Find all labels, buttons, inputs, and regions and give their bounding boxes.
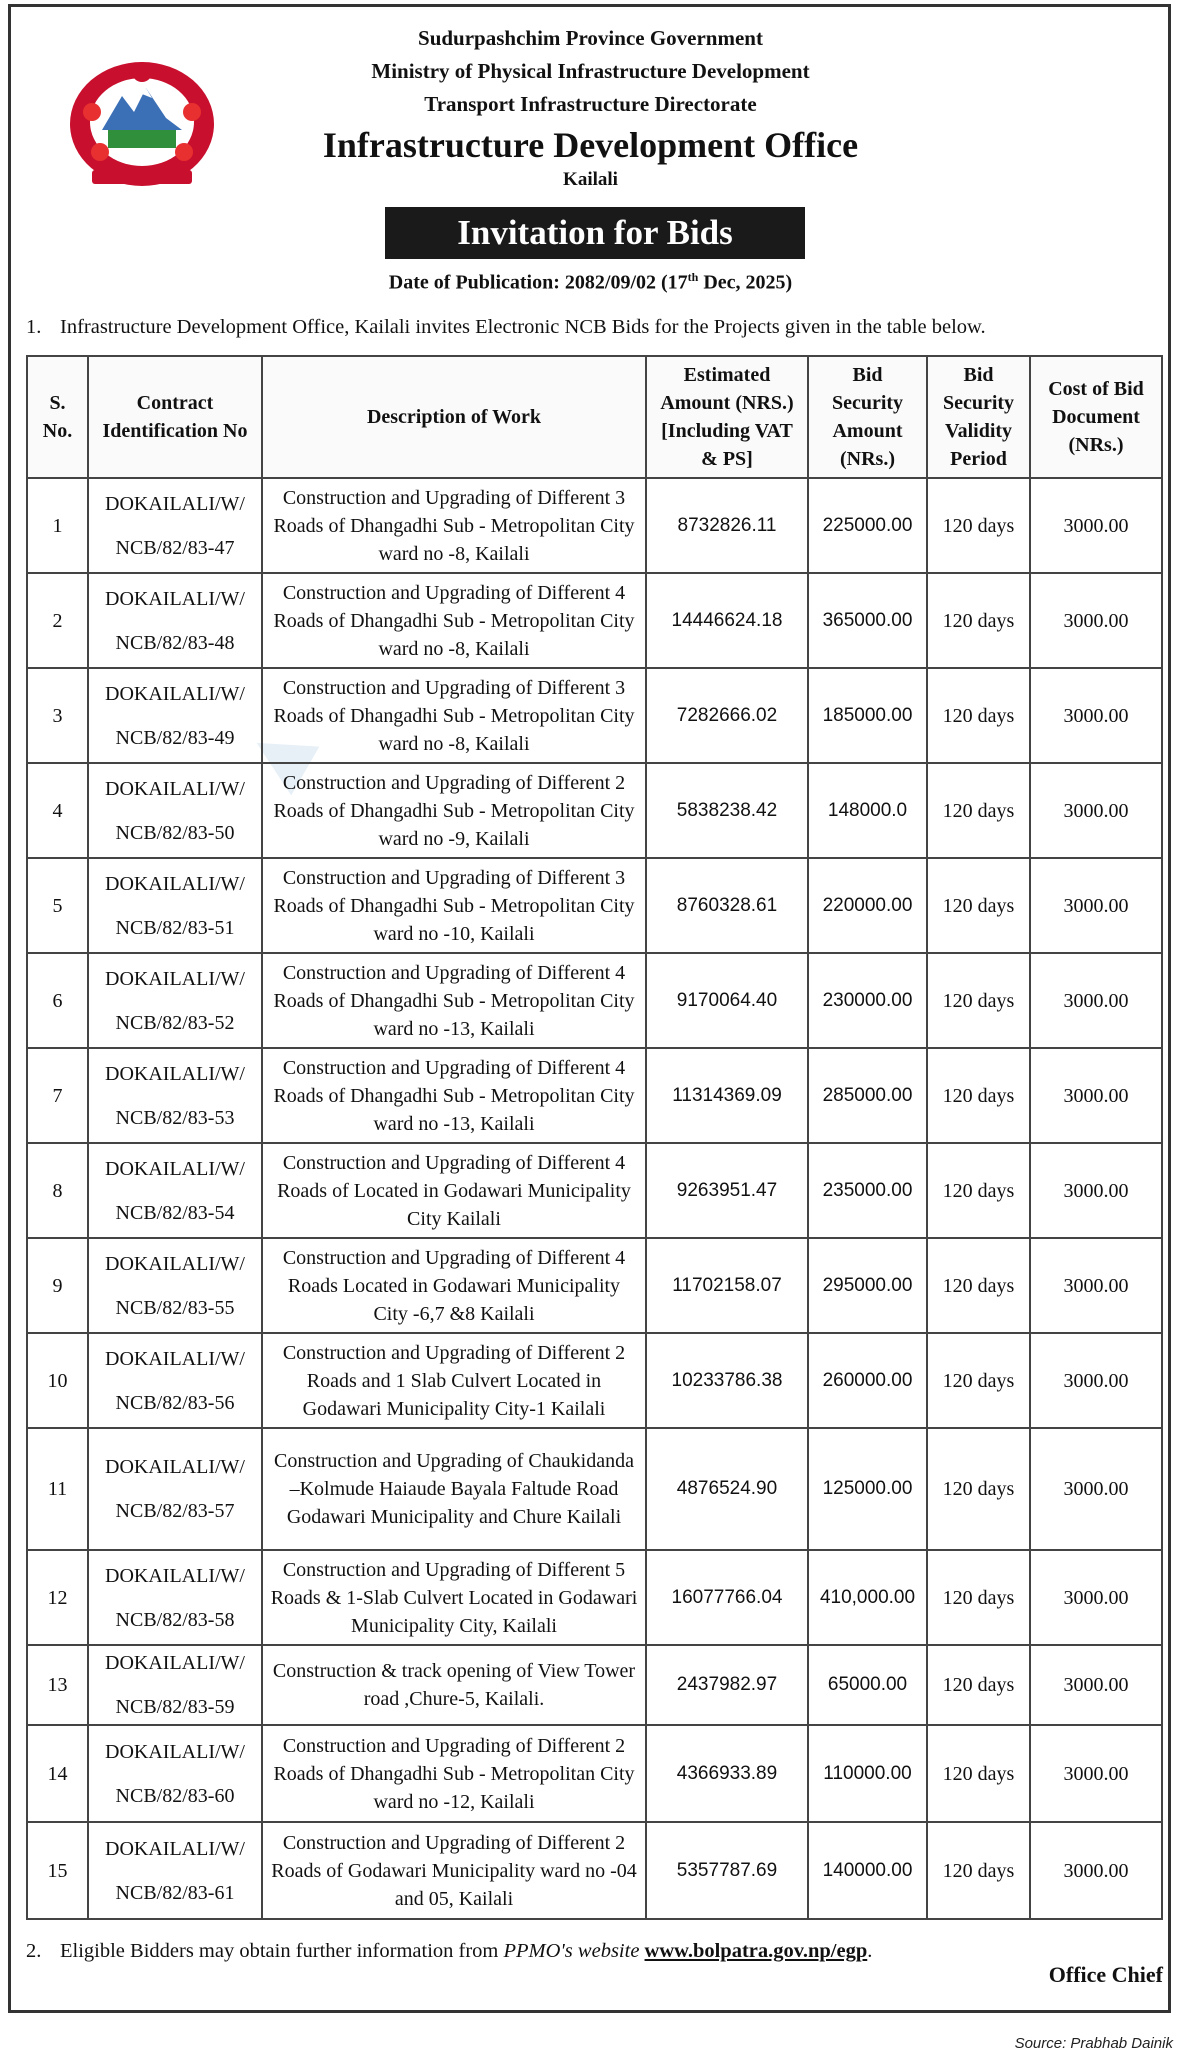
contract-id-cell (88, 1550, 262, 1645)
description-cell: Construction and Upgrading of Different 2 Roads of Dhangadhi Sub - Metropolitan City ward no -12, Kailali (262, 1725, 646, 1822)
description-cell: Construction and Upgrading of Different 4 Roads Located in Godawari Municipality City -6,7 &8 Kailali (262, 1238, 646, 1333)
table-row (27, 573, 1162, 668)
contract-id-cell (88, 1428, 262, 1550)
contract-id-part2: NCB/82/83-59 (115, 1696, 235, 1718)
serial-number-cell: 14 (27, 1725, 88, 1822)
ministry-name: Ministry of Physical Infrastructure Development (371, 59, 810, 83)
contract-id-part2: NCB/82/83-47 (115, 536, 235, 559)
bid-document-cost-cell: 3000.00 (1030, 858, 1162, 953)
estimated-amount-cell: 2437982.97 (646, 1645, 808, 1725)
validity-period-cell: 120 days (927, 1333, 1030, 1428)
contract-id-part1: DOKAILALI/W/ (105, 1837, 245, 1860)
estimated-amount-cell: 9263951.47 (646, 1143, 808, 1238)
contract-id-part2: NCB/82/83-53 (115, 1106, 235, 1129)
contract-id-part2: NCB/82/83-52 (115, 1011, 235, 1034)
table-row (27, 1550, 1162, 1645)
table-row (27, 668, 1162, 763)
bid-security-cell: 260000.00 (808, 1333, 927, 1428)
validity-period-cell: 120 days (927, 573, 1030, 668)
estimated-amount-cell: 11314369.09 (646, 1048, 808, 1143)
bid-document-cost-cell: 3000.00 (1030, 763, 1162, 858)
contract-id-cell (88, 478, 262, 573)
contract-id-part1: DOKAILALI/W/ (105, 682, 245, 705)
bids-table (26, 355, 1163, 1920)
bid-document-cost-cell: 3000.00 (1030, 478, 1162, 573)
bid-security-cell: 110000.00 (808, 1725, 927, 1822)
contract-id-cell (88, 1048, 262, 1143)
table-row (27, 1333, 1162, 1428)
contract-id-part2: NCB/82/83-58 (115, 1608, 235, 1631)
validity-period-cell: 120 days (927, 858, 1030, 953)
serial-number-cell: 2 (27, 573, 88, 668)
validity-period-cell: 120 days (927, 1143, 1030, 1238)
bid-security-cell: 148000.0 (808, 763, 927, 858)
estimated-amount-cell: 4366933.89 (646, 1725, 808, 1822)
validity-period-cell: 120 days (927, 763, 1030, 858)
footer-ppmo: PPMO's (503, 1940, 573, 1962)
footer-end: . (867, 1940, 873, 1962)
table-row (27, 1428, 1162, 1550)
estimated-amount-cell: 14446624.18 (646, 573, 808, 668)
contract-id-part1: DOKAILALI/W/ (105, 492, 245, 515)
description-cell: Construction and Upgrading of Different 2 Roads of Godawari Municipality ward no -04 and 05, Kailali (262, 1822, 646, 1919)
contract-id-cell (88, 1822, 262, 1919)
watermark: ▲ (206, 686, 348, 823)
validity-period-cell: 120 days (927, 1550, 1030, 1645)
contract-id-part2: NCB/82/83-61 (115, 1881, 235, 1904)
bolpatra-link[interactable]: www.bolpatra.gov.np/egp (644, 1940, 868, 1962)
column-header: Description of Work (262, 356, 646, 478)
table-row (27, 858, 1162, 953)
estimated-amount-cell: 8732826.11 (646, 478, 808, 573)
validity-period-cell: 120 days (927, 1822, 1030, 1919)
office-name: Infrastructure Development Office (322, 125, 859, 165)
estimated-amount-cell: 9170064.40 (646, 953, 808, 1048)
bid-security-cell: 185000.00 (808, 668, 927, 763)
serial-number-cell: 9 (27, 1238, 88, 1333)
description-cell: Construction and Upgrading of Different 4 Roads of Dhangadhi Sub - Metropolitan City ward no -13, Kailali (262, 1048, 646, 1143)
footer-text: Eligible Bidders may obtain further information from (60, 1940, 504, 1962)
serial-number-cell: 5 (27, 858, 88, 953)
contract-id-cell (88, 1333, 262, 1428)
intro-text: Infrastructure Development Office, Kailali invites Electronic NCB Bids for the Projects given in the table below. (60, 316, 986, 338)
serial-number-cell: 1 (27, 478, 88, 573)
description-cell: Construction and Upgrading of Different 4 Roads of Dhangadhi Sub - Metropolitan City ward no -8, Kailali (262, 573, 646, 668)
validity-period-cell: 120 days (927, 668, 1030, 763)
contract-id-part1: DOKAILALI/W/ (105, 587, 245, 610)
publication-date-sup: th (687, 270, 699, 284)
contract-id-part1: DOKAILALI/W/ (105, 1157, 245, 1180)
contract-id-part1: DOKAILALI/W/ (105, 777, 245, 800)
bid-document-cost-cell: 3000.00 (1030, 953, 1162, 1048)
table-row (27, 1822, 1162, 1919)
contract-id-part1: DOKAILALI/W/ (105, 1347, 245, 1370)
contract-id-part2: NCB/82/83-56 (115, 1391, 235, 1414)
table-row (27, 953, 1162, 1048)
office-location: Kailali (563, 169, 618, 190)
serial-number-cell: 4 (27, 763, 88, 858)
signature-office-chief: Office Chief (1048, 1962, 1163, 1987)
bid-security-cell: 285000.00 (808, 1048, 927, 1143)
contract-id-part2: NCB/82/83-48 (115, 631, 235, 654)
description-cell: Construction and Upgrading of Different 4 Roads of Located in Godawari Municipality City Kailali (262, 1143, 646, 1238)
validity-period-cell: 120 days (927, 1238, 1030, 1333)
serial-number-cell: 15 (27, 1822, 88, 1919)
description-cell: Construction and Upgrading of Different 3 Roads of Dhangadhi Sub - Metropolitan City ward no -8, Kailali (262, 478, 646, 573)
estimated-amount-cell: 8760328.61 (646, 858, 808, 953)
contract-id-part2: NCB/82/83-49 (115, 726, 235, 749)
contract-id-part2: NCB/82/83-55 (115, 1296, 235, 1319)
description-cell: Construction and Upgrading of Different 2 Roads and 1 Slab Culvert Located in Godawari Municipality City-1 Kailali (262, 1333, 646, 1428)
directorate-name: Transport Infrastructure Directorate (424, 92, 757, 116)
bid-document-cost-cell: 3000.00 (1030, 1333, 1162, 1428)
column-header: Contract Identification No (88, 356, 262, 478)
serial-number-cell: 6 (27, 953, 88, 1048)
bid-security-cell: 220000.00 (808, 858, 927, 953)
bid-document-cost-cell: 3000.00 (1030, 1822, 1162, 1919)
contract-id-part2: NCB/82/83-60 (115, 1784, 235, 1807)
header (260, 22, 921, 193)
table-row (27, 763, 1162, 858)
description-cell: Construction and Upgrading of Chaukidanda –Kolmude Haiaude Bayala Faltude Road Godawari Municipality and Chure Kailali (262, 1428, 646, 1550)
province-name: Sudurpashchim Province Government (418, 26, 763, 50)
contract-id-cell (88, 573, 262, 668)
bid-security-cell: 295000.00 (808, 1238, 927, 1333)
bid-document-cost-cell: 3000.00 (1030, 668, 1162, 763)
contract-id-cell (88, 953, 262, 1048)
contract-id-part1: DOKAILALI/W/ (105, 1252, 245, 1275)
page-title: Invitation for Bids (385, 207, 805, 259)
contract-id-part2: NCB/82/83-50 (115, 821, 235, 844)
bid-document-cost-cell: 3000.00 (1030, 1550, 1162, 1645)
publication-date-end: Dec, 2025) (698, 271, 793, 294)
bid-security-cell: 230000.00 (808, 953, 927, 1048)
contract-id-cell (88, 858, 262, 953)
description-cell: Construction and Upgrading of Different 3 Roads of Dhangadhi Sub - Metropolitan City ward no -10, Kailali (262, 858, 646, 953)
intro-number: 1. (26, 316, 42, 338)
bid-security-cell: 235000.00 (808, 1143, 927, 1238)
contract-id-part1: DOKAILALI/W/ (105, 1564, 245, 1587)
bid-document-cost-cell: 3000.00 (1030, 1143, 1162, 1238)
publication-date (0, 270, 1181, 295)
nepal-emblem-icon (62, 52, 222, 192)
description-cell: Construction and Upgrading of Different 2 Roads of Dhangadhi Sub - Metropolitan City ward no -9, Kailali (262, 763, 646, 858)
estimated-amount-cell: 10233786.38 (646, 1333, 808, 1428)
estimated-amount-cell: 5357787.69 (646, 1822, 808, 1919)
contract-id-cell (88, 668, 262, 763)
source-credit: Source: Prabhab Dainik (1014, 2035, 1173, 2052)
estimated-amount-cell: 11702158.07 (646, 1238, 808, 1333)
bid-document-cost-cell: 3000.00 (1030, 1428, 1162, 1550)
table-row (27, 1143, 1162, 1238)
publication-date-value: 2082/09/02 (17 (564, 271, 688, 294)
serial-number-cell: 10 (27, 1333, 88, 1428)
serial-number-cell: 13 (27, 1645, 88, 1725)
validity-period-cell: 120 days (927, 1048, 1030, 1143)
table-row (27, 478, 1162, 573)
contract-id-part1: DOKAILALI/W/ (105, 1456, 245, 1478)
description-cell: Construction & track opening of View Tower road ,Chure-5, Kailali. (262, 1645, 646, 1725)
bid-document-cost-cell: 3000.00 (1030, 1645, 1162, 1725)
validity-period-cell: 120 days (927, 1645, 1030, 1725)
contract-id-cell (88, 763, 262, 858)
column-header: S. No. (27, 356, 88, 478)
serial-number-cell: 3 (27, 668, 88, 763)
table-header-row (27, 356, 1162, 478)
publication-label: Date of Publication: (388, 271, 560, 294)
estimated-amount-cell: 4876524.90 (646, 1428, 808, 1550)
contract-id-part1: DOKAILALI/W/ (105, 872, 245, 895)
bid-document-cost-cell: 3000.00 (1030, 1725, 1162, 1822)
serial-number-cell: 7 (27, 1048, 88, 1143)
validity-period-cell: 120 days (927, 953, 1030, 1048)
serial-number-cell: 8 (27, 1143, 88, 1238)
intro-paragraph (26, 316, 986, 339)
validity-period-cell: 120 days (927, 478, 1030, 573)
serial-number-cell: 11 (27, 1428, 88, 1550)
description-cell: Construction and Upgrading of Different 3 Roads of Dhangadhi Sub - Metropolitan City ward no -8, Kailali (262, 668, 646, 763)
contract-id-part1: DOKAILALI/W/ (105, 1652, 245, 1674)
contract-id-cell (88, 1143, 262, 1238)
bid-security-cell: 140000.00 (808, 1822, 927, 1919)
footer-website-label: website (572, 1940, 645, 1962)
bid-document-cost-cell: 3000.00 (1030, 573, 1162, 668)
contract-id-cell (88, 1238, 262, 1333)
footer-paragraph (26, 1940, 872, 1963)
serial-number-cell: 12 (27, 1550, 88, 1645)
estimated-amount-cell: 5838238.42 (646, 763, 808, 858)
contract-id-part1: DOKAILALI/W/ (105, 967, 245, 990)
table-row (27, 1048, 1162, 1143)
contract-id-part2: NCB/82/83-57 (115, 1500, 235, 1522)
contract-id-part2: NCB/82/83-51 (115, 916, 235, 939)
estimated-amount-cell: 7282666.02 (646, 668, 808, 763)
column-header: Estimated Amount (NRS.) [Including VAT & PS] (646, 356, 808, 478)
contract-id-part1: DOKAILALI/W/ (105, 1740, 245, 1763)
bid-security-cell: 65000.00 (808, 1645, 927, 1725)
table-row (27, 1238, 1162, 1333)
column-header: Bid Security Amount (NRs.) (808, 356, 927, 478)
column-header: Bid Security Validity Period (927, 356, 1030, 478)
bid-security-cell: 410,000.00 (808, 1550, 927, 1645)
table-row (27, 1725, 1162, 1822)
estimated-amount-cell: 16077766.04 (646, 1550, 808, 1645)
description-cell: Construction and Upgrading of Different 4 Roads of Dhangadhi Sub - Metropolitan City ward no -13, Kailali (262, 953, 646, 1048)
bid-security-cell: 225000.00 (808, 478, 927, 573)
bid-security-cell: 365000.00 (808, 573, 927, 668)
bid-document-cost-cell: 3000.00 (1030, 1048, 1162, 1143)
bid-document-cost-cell: 3000.00 (1030, 1238, 1162, 1333)
description-cell: Construction and Upgrading of Different 5 Roads & 1-Slab Culvert Located in Godawari Municipality City, Kailali (262, 1550, 646, 1645)
contract-id-part2: NCB/82/83-54 (115, 1201, 235, 1224)
contract-id-part1: DOKAILALI/W/ (105, 1062, 245, 1085)
contract-id-cell (88, 1725, 262, 1822)
validity-period-cell: 120 days (927, 1725, 1030, 1822)
column-header: Cost of Bid Document (NRs.) (1030, 356, 1162, 478)
contract-id-cell (88, 1645, 262, 1725)
table-row (27, 1645, 1162, 1725)
footer-number: 2. (26, 1940, 42, 1962)
bid-security-cell: 125000.00 (808, 1428, 927, 1550)
validity-period-cell: 120 days (927, 1428, 1030, 1550)
